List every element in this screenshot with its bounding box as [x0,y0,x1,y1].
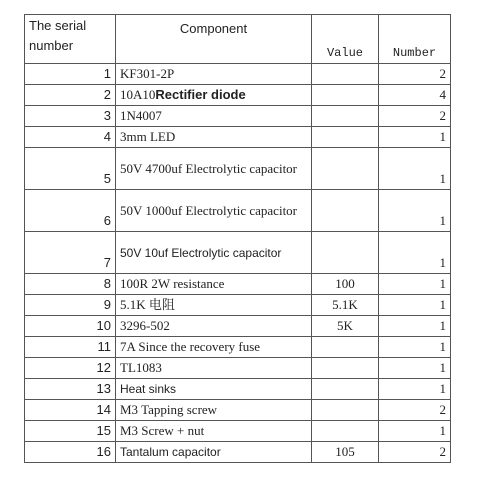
table-row [25,358,451,379]
table-row [25,337,451,358]
value-cell [312,421,379,442]
component-cell: 50V 1000uf Electrolytic capacitor [116,190,312,232]
serial-cell: 7 [25,232,116,274]
number-cell: 1 [379,274,451,295]
component-cell: 7A Since the recovery fuse [116,337,312,358]
table-row [25,379,451,400]
component-cell: 3mm LED [116,127,312,148]
number-cell: 2 [379,442,451,463]
serial-cell: 13 [25,379,116,400]
value-cell [312,379,379,400]
number-cell: 1 [379,148,451,190]
serial-cell: 12 [25,358,116,379]
value-cell [312,127,379,148]
value-cell [312,190,379,232]
serial-cell: 10 [25,316,116,337]
number-cell: 1 [379,337,451,358]
component-cell: Heat sinks [116,379,312,400]
table-row [25,295,451,316]
component-code: 10A10 [120,87,156,102]
number-cell: 1 [379,127,451,148]
serial-cell: 3 [25,106,116,127]
table-row [25,421,451,442]
table-row [25,232,451,274]
value-cell: 105 [312,442,379,463]
serial-cell: 15 [25,421,116,442]
value-cell: 5.1K [312,295,379,316]
number-cell: 1 [379,295,451,316]
serial-cell: 8 [25,274,116,295]
component-description: Rectifier diode [155,87,246,102]
value-cell [312,400,379,421]
number-cell: 1 [379,316,451,337]
component-table [24,14,451,463]
number-cell: 4 [379,85,451,106]
value-cell: 5K [312,316,379,337]
table-row [25,190,451,232]
table-row [25,442,451,463]
component-cell: TL1083 [116,358,312,379]
value-cell [312,148,379,190]
value-cell: 100 [312,274,379,295]
component-cell: KF301-2P [116,64,312,85]
header-component: Component [116,15,312,64]
component-cell: 3296-502 [116,316,312,337]
component-cell: M3 Screw + nut [116,421,312,442]
serial-cell: 5 [25,148,116,190]
number-cell: 2 [379,64,451,85]
component-cell: Tantalum capacitor [116,442,312,463]
value-cell [312,358,379,379]
serial-cell: 11 [25,337,116,358]
component-cell: M3 Tapping screw [116,400,312,421]
header-row [25,15,451,64]
header-number: Number [379,15,451,64]
value-cell [312,337,379,358]
component-cell: 100R 2W resistance [116,274,312,295]
serial-cell: 4 [25,127,116,148]
number-cell: 1 [379,421,451,442]
component-cell: 50V 4700uf Electrolytic capacitor [116,148,312,190]
component-cell [116,85,312,106]
number-cell: 1 [379,358,451,379]
value-cell [312,232,379,274]
serial-cell: 1 [25,64,116,85]
serial-cell: 6 [25,190,116,232]
header-serial: The serial number [25,15,116,64]
table-row [25,106,451,127]
component-cell: 1N4007 [116,106,312,127]
table-row [25,85,451,106]
component-cell: 5.1K 电阻 [116,295,312,316]
header-value: Value [312,15,379,64]
table-row [25,148,451,190]
table-row [25,127,451,148]
number-cell: 1 [379,190,451,232]
value-cell [312,64,379,85]
table-row [25,64,451,85]
table-row [25,400,451,421]
value-cell [312,85,379,106]
number-cell: 2 [379,106,451,127]
serial-cell: 9 [25,295,116,316]
table-row [25,316,451,337]
number-cell: 1 [379,379,451,400]
component-cell: 50V 10uf Electrolytic capacitor [116,232,312,274]
serial-cell: 16 [25,442,116,463]
table-row [25,274,451,295]
value-cell [312,106,379,127]
number-cell: 2 [379,400,451,421]
serial-cell: 14 [25,400,116,421]
serial-cell: 2 [25,85,116,106]
number-cell: 1 [379,232,451,274]
